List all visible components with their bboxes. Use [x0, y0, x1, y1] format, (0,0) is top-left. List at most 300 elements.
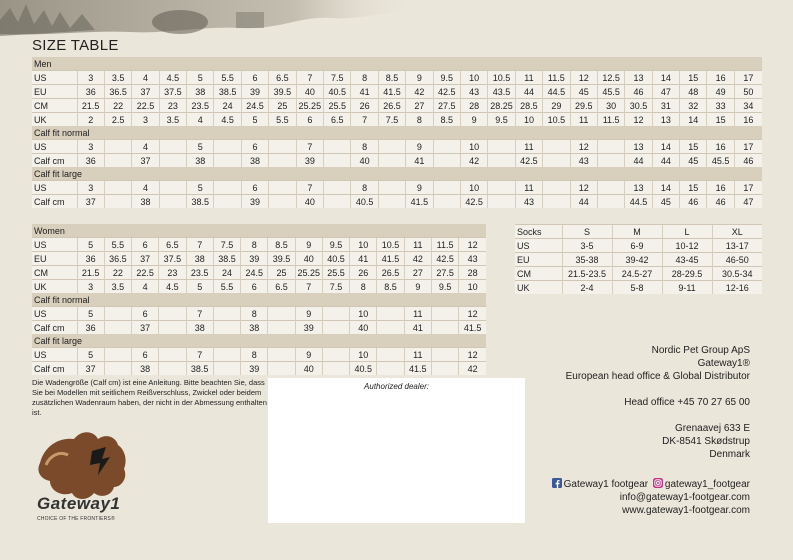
size-cell: 24.5: [241, 266, 268, 280]
size-cell: 40.5: [351, 195, 378, 209]
size-cell: 43: [515, 195, 542, 209]
size-cell: 41.5: [406, 195, 433, 209]
size-cell: 9: [406, 71, 433, 85]
size-cell: 24.5-27: [612, 267, 662, 281]
empty-cell: [378, 140, 405, 154]
size-cell: 44: [570, 195, 597, 209]
size-cell: 5.5: [104, 238, 131, 252]
empty-cell: [268, 348, 295, 362]
company-name: Nordic Pet Group ApS: [651, 345, 750, 356]
size-cell: 12: [459, 307, 486, 321]
empty-cell: [377, 348, 404, 362]
size-cell: 46: [734, 154, 762, 168]
size-cell: 26.5: [377, 266, 404, 280]
size-cell: 23.5: [187, 99, 214, 113]
empty-cell: [159, 307, 186, 321]
column-header: L: [662, 225, 712, 239]
size-cell: 40.5: [324, 85, 351, 99]
size-cell: 10.5: [543, 113, 570, 127]
size-cell: 23.5: [186, 266, 213, 280]
social-contacts: [550, 478, 750, 517]
empty-cell: [159, 362, 186, 376]
size-cell: 9: [460, 113, 487, 127]
size-cell: 9: [295, 348, 322, 362]
size-cell: 25: [268, 266, 295, 280]
size-cell: 13-17: [712, 239, 762, 253]
size-cell: 43: [460, 85, 487, 99]
size-cell: 29: [543, 99, 570, 113]
empty-cell: [597, 140, 624, 154]
size-cell: 7: [186, 238, 213, 252]
size-cell: 40: [296, 85, 323, 99]
size-cell: 28: [460, 99, 487, 113]
size-cell: 22: [104, 266, 131, 280]
size-cell: 36.5: [104, 252, 131, 266]
size-cell: 7: [186, 348, 213, 362]
size-cell: 46: [680, 195, 707, 209]
size-cell: 7: [296, 140, 323, 154]
size-cell: 7.5: [213, 238, 240, 252]
size-cell: 15: [707, 113, 734, 127]
size-cell: 38: [186, 252, 213, 266]
size-cell: 24.5: [241, 99, 268, 113]
size-cell: 45.5: [597, 85, 624, 99]
size-cell: 17: [734, 140, 762, 154]
size-cell: 15: [680, 140, 707, 154]
size-cell: 8.5: [378, 71, 405, 85]
empty-cell: [104, 321, 131, 335]
empty-cell: [378, 181, 405, 195]
size-cell: 45: [680, 154, 707, 168]
company-phone: Head office +45 70 27 65 00: [624, 397, 750, 408]
empty-cell: [214, 181, 241, 195]
size-cell: 9.5: [431, 280, 458, 294]
size-cell: 22.5: [132, 99, 159, 113]
women-size-table: [32, 224, 486, 375]
size-cell: 4: [187, 113, 214, 127]
size-cell: 8: [351, 140, 378, 154]
size-cell: 8.5: [433, 113, 460, 127]
size-cell: 8: [351, 181, 378, 195]
empty-cell: [104, 181, 131, 195]
size-cell: 33: [707, 99, 734, 113]
section-men: [32, 57, 762, 71]
size-cell: 11.5: [543, 71, 570, 85]
empty-cell: [378, 195, 405, 209]
size-cell: 8: [406, 113, 433, 127]
empty-cell: [269, 140, 296, 154]
size-cell: 46: [707, 195, 734, 209]
size-cell: 7: [296, 71, 323, 85]
empty-cell: [213, 348, 240, 362]
size-cell: 13: [625, 140, 652, 154]
size-cell: 6.5: [268, 280, 295, 294]
size-cell: 5: [186, 280, 213, 294]
size-cell: 41.5: [459, 321, 486, 335]
size-cell: 6: [132, 307, 159, 321]
instagram-icon: [653, 478, 663, 488]
size-cell: 2: [77, 113, 104, 127]
empty-cell: [324, 154, 351, 168]
size-cell: 43.5: [488, 85, 515, 99]
size-cell: 9.5: [488, 113, 515, 127]
size-cell: 9: [295, 307, 322, 321]
empty-cell: [433, 181, 460, 195]
company-country: Denmark: [709, 449, 750, 460]
size-cell: 8: [350, 280, 377, 294]
size-cell: 3: [132, 113, 159, 127]
section-men-calf-normal-label: Calf fit normal: [32, 126, 762, 140]
facebook-icon: [552, 478, 562, 488]
size-cell: 49: [707, 85, 734, 99]
size-cell: 41: [351, 85, 378, 99]
size-cell: 38: [132, 362, 159, 376]
size-cell: 38: [187, 85, 214, 99]
empty-cell: [214, 195, 241, 209]
size-cell: 17: [734, 71, 762, 85]
size-cell: 10: [459, 280, 486, 294]
size-cell: 27.5: [431, 266, 458, 280]
size-cell: 8: [241, 238, 268, 252]
size-cell: 11: [515, 181, 542, 195]
size-cell: 16: [707, 181, 734, 195]
size-cell: 42: [406, 85, 433, 99]
empty-cell: [159, 348, 186, 362]
size-cell: 38.5: [214, 85, 241, 99]
page-title: SIZE TABLE: [32, 37, 119, 54]
row-label: UK: [32, 280, 77, 294]
size-cell: 22.5: [132, 266, 159, 280]
socks-header-row: [515, 225, 762, 239]
size-cell: 42.5: [431, 252, 458, 266]
size-cell: 10: [515, 113, 542, 127]
size-cell: 4.5: [159, 71, 186, 85]
size-cell: 6: [241, 280, 268, 294]
size-cell: 9: [295, 238, 322, 252]
size-cell: 5: [77, 307, 104, 321]
empty-cell: [159, 140, 186, 154]
size-cell: 11.5: [431, 238, 458, 252]
size-cell: 11: [404, 307, 431, 321]
empty-cell: [213, 362, 240, 376]
size-cell: 50: [734, 85, 762, 99]
dealer-label: Authorized dealer:: [364, 382, 429, 391]
empty-cell: [322, 307, 349, 321]
empty-cell: [378, 154, 405, 168]
row-label: US: [32, 238, 77, 252]
size-cell: 21.5-23.5: [562, 267, 612, 281]
section-men-label: Men: [32, 57, 762, 71]
brand-tagline: CHOICE OF THE FRONTIERS®: [37, 516, 115, 522]
company-info: [566, 344, 750, 461]
size-cell: 12: [459, 348, 486, 362]
table-row: [32, 195, 762, 209]
empty-cell: [104, 154, 131, 168]
size-cell: 41.5: [404, 362, 431, 376]
size-cell: 40: [295, 362, 322, 376]
table-row: [32, 266, 486, 280]
size-cell: 36.5: [104, 85, 131, 99]
empty-cell: [322, 362, 349, 376]
size-cell: 26.5: [378, 99, 405, 113]
row-label: US: [32, 348, 77, 362]
company-city: DK-8541 Skødstrup: [662, 436, 750, 447]
empty-cell: [377, 321, 404, 335]
empty-cell: [543, 154, 570, 168]
table-row: [32, 252, 486, 266]
size-cell: 40.5: [350, 362, 377, 376]
size-cell: 27.5: [433, 99, 460, 113]
size-cell: 36: [77, 321, 104, 335]
size-cell: 42.5: [433, 85, 460, 99]
table-row: [32, 99, 762, 113]
size-cell: 4: [132, 181, 159, 195]
size-cell: 3.5: [104, 280, 131, 294]
size-cell: 12: [459, 238, 486, 252]
size-cell: 10.5: [377, 238, 404, 252]
size-cell: 42.5: [460, 195, 487, 209]
size-cell: 16: [707, 71, 734, 85]
empty-cell: [488, 140, 515, 154]
section-men-calf-large: [32, 167, 762, 181]
table-row: [515, 239, 762, 253]
size-cell: 43: [459, 252, 486, 266]
size-cell: 40: [351, 154, 378, 168]
size-cell: 13: [625, 71, 652, 85]
row-label: EU: [32, 85, 77, 99]
size-cell: 11: [570, 113, 597, 127]
size-cell: 23: [159, 99, 186, 113]
size-cell: 44.5: [625, 195, 652, 209]
size-cell: 39: [241, 195, 268, 209]
empty-cell: [104, 195, 131, 209]
column-header: Socks: [515, 225, 562, 239]
company-street: Grenaavej 633 E: [674, 423, 750, 434]
size-cell: 38.5: [186, 362, 213, 376]
size-cell: 7.5: [324, 71, 351, 85]
size-cell: 15: [680, 71, 707, 85]
size-cell: 36: [77, 154, 104, 168]
size-cell: 6: [241, 140, 268, 154]
size-cell: 29.5: [570, 99, 597, 113]
size-cell: 37.5: [159, 85, 186, 99]
empty-cell: [377, 362, 404, 376]
brand-wordmark: Gateway1: [37, 494, 121, 513]
row-label: US: [32, 140, 77, 154]
size-cell: 43: [570, 154, 597, 168]
size-cell: 4: [132, 140, 159, 154]
size-cell: 38: [241, 154, 268, 168]
size-cell: 47: [734, 195, 762, 209]
size-cell: 36: [77, 252, 104, 266]
size-cell: 8.5: [268, 238, 295, 252]
size-cell: 10: [350, 307, 377, 321]
size-cell: 24: [213, 266, 240, 280]
size-cell: 5.5: [213, 280, 240, 294]
size-cell: 28-29.5: [662, 267, 712, 281]
size-cell: 46-50: [712, 253, 762, 267]
size-cell: 27: [404, 266, 431, 280]
size-cell: 23: [159, 266, 186, 280]
size-cell: 11: [515, 71, 542, 85]
empty-cell: [322, 348, 349, 362]
size-cell: 38: [132, 195, 159, 209]
empty-cell: [268, 362, 295, 376]
table-row: [32, 71, 762, 85]
size-cell: 5.5: [214, 71, 241, 85]
size-cell: 10: [460, 71, 487, 85]
size-cell: 36: [77, 85, 104, 99]
size-cell: 10: [350, 238, 377, 252]
table-row: [32, 113, 762, 127]
size-cell: 38.5: [213, 252, 240, 266]
size-cell: 11.5: [597, 113, 624, 127]
empty-cell: [488, 154, 515, 168]
size-cell: 46: [625, 85, 652, 99]
size-cell: 7: [186, 307, 213, 321]
row-label: CM: [515, 267, 562, 281]
row-label: UK: [32, 113, 77, 127]
size-cell: 42: [460, 154, 487, 168]
size-cell: 5: [241, 113, 268, 127]
size-cell: 39: [296, 154, 323, 168]
empty-cell: [324, 140, 351, 154]
empty-cell: [488, 195, 515, 209]
empty-cell: [377, 307, 404, 321]
empty-cell: [322, 321, 349, 335]
empty-cell: [597, 195, 624, 209]
size-cell: 15: [680, 181, 707, 195]
size-cell: 8.5: [377, 280, 404, 294]
size-cell: 39-42: [612, 253, 662, 267]
authorized-dealer-box: [268, 378, 525, 523]
size-cell: 42: [404, 252, 431, 266]
row-label: US: [32, 181, 77, 195]
size-cell: 5-8: [612, 281, 662, 295]
size-cell: 3-5: [562, 239, 612, 253]
size-cell: 8: [351, 71, 378, 85]
size-cell: 28.5: [515, 99, 542, 113]
size-cell: 48: [680, 85, 707, 99]
row-label: Calf cm: [32, 154, 77, 168]
size-cell: 41: [404, 321, 431, 335]
size-cell: 12.5: [597, 71, 624, 85]
empty-cell: [104, 140, 131, 154]
table-row: [32, 154, 762, 168]
size-cell: 7: [295, 280, 322, 294]
row-label: UK: [515, 281, 562, 295]
size-cell: 22: [104, 99, 131, 113]
socks-size-table: [515, 224, 762, 294]
size-cell: 6.5: [269, 71, 296, 85]
empty-cell: [104, 348, 131, 362]
website-link[interactable]: www.gateway1-footgear.com: [622, 505, 750, 516]
size-cell: 4.5: [214, 113, 241, 127]
size-cell: 12: [570, 181, 597, 195]
size-cell: 21.5: [77, 99, 104, 113]
size-cell: 3.5: [159, 113, 186, 127]
size-cell: 6: [296, 113, 323, 127]
size-cell: 12: [625, 113, 652, 127]
empty-cell: [431, 307, 458, 321]
size-cell: 5: [77, 238, 104, 252]
size-cell: 39: [241, 362, 268, 376]
size-cell: 42: [459, 362, 486, 376]
size-cell: 41: [406, 154, 433, 168]
size-cell: 26: [351, 99, 378, 113]
size-cell: 37: [132, 252, 159, 266]
size-cell: 14: [652, 140, 679, 154]
size-cell: 5: [187, 71, 214, 85]
section-women-label: Women: [32, 224, 486, 238]
size-cell: 39: [241, 85, 268, 99]
size-cell: 39: [295, 321, 322, 335]
size-cell: 28: [459, 266, 486, 280]
size-cell: 16: [707, 140, 734, 154]
size-cell: 14: [652, 71, 679, 85]
empty-cell: [269, 154, 296, 168]
size-cell: 45: [652, 195, 679, 209]
table-row: [32, 181, 762, 195]
empty-cell: [597, 154, 624, 168]
size-cell: 3: [77, 181, 104, 195]
size-cell: 30: [597, 99, 624, 113]
size-cell: 7: [351, 113, 378, 127]
size-cell: 43-45: [662, 253, 712, 267]
facebook-link[interactable]: Gateway1 footgear: [563, 479, 649, 490]
size-cell: 9: [406, 181, 433, 195]
size-cell: 41.5: [377, 252, 404, 266]
empty-cell: [213, 321, 240, 335]
empty-cell: [104, 362, 131, 376]
size-cell: 37: [77, 195, 104, 209]
size-cell: 6.5: [159, 238, 186, 252]
row-label: US: [32, 307, 77, 321]
company-brand: Gateway1®: [697, 358, 750, 369]
size-cell: 25.25: [295, 266, 322, 280]
size-cell: 6: [132, 238, 159, 252]
table-row: [515, 253, 762, 267]
size-cell: 41.5: [378, 85, 405, 99]
size-cell: 6: [241, 71, 268, 85]
size-cell: 5: [187, 181, 214, 195]
size-cell: 2.5: [104, 113, 131, 127]
size-cell: 11: [515, 140, 542, 154]
size-cell: 9: [404, 280, 431, 294]
size-cell: 5: [77, 348, 104, 362]
size-cell: 39: [241, 252, 268, 266]
instagram-link[interactable]: gateway1_footgear: [664, 479, 750, 490]
table-row: [32, 307, 486, 321]
size-cell: 13: [625, 181, 652, 195]
table-row: [32, 321, 486, 335]
email-link[interactable]: info@gateway1-footgear.com: [619, 492, 750, 503]
column-header: M: [612, 225, 662, 239]
size-cell: 24: [214, 99, 241, 113]
size-cell: 10: [460, 140, 487, 154]
table-row: [32, 140, 762, 154]
size-cell: 17: [734, 181, 762, 195]
size-cell: 6: [241, 181, 268, 195]
size-cell: 40: [295, 252, 322, 266]
row-label: US: [32, 71, 77, 85]
table-row: [32, 280, 486, 294]
size-cell: 34: [734, 99, 762, 113]
size-cell: 12: [570, 71, 597, 85]
size-cell: 3: [77, 140, 104, 154]
empty-cell: [214, 140, 241, 154]
size-cell: 45: [570, 85, 597, 99]
